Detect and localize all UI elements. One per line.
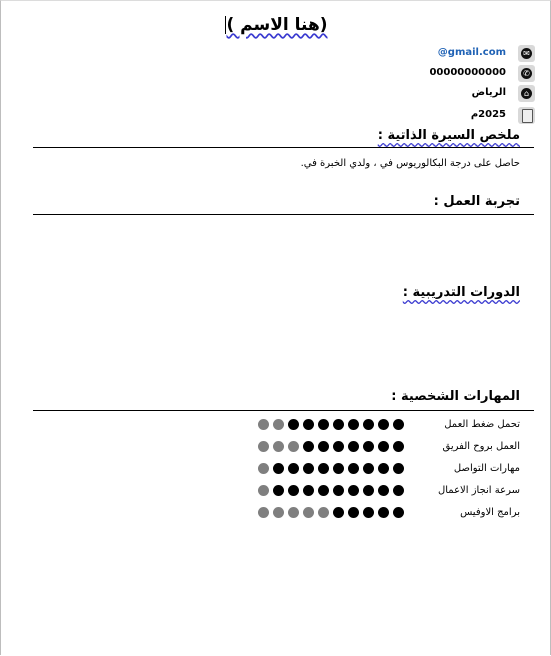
- rating-dot-empty: [288, 441, 299, 452]
- rating-dot-filled: [378, 419, 389, 430]
- skill-label: سرعة انجاز الاعمال: [437, 485, 520, 496]
- rating-dot-filled: [378, 507, 389, 518]
- rating-dot-filled: [348, 507, 359, 518]
- skills-divider: [33, 410, 534, 411]
- rating-dot-filled: [273, 463, 284, 474]
- rating-dot-filled: [393, 463, 404, 474]
- rating-dot-empty: [273, 441, 284, 452]
- skill-label: تحمل ضغط العمل: [444, 419, 520, 430]
- rating-dot-empty: [273, 507, 284, 518]
- rating-dot-filled: [378, 463, 389, 474]
- year-text: 2025م: [470, 109, 506, 120]
- name-text: (هنا الاسم ): [226, 15, 328, 35]
- rating-dot-empty: [258, 463, 269, 474]
- phone-icon: ✆: [518, 65, 535, 82]
- rating-dot-filled: [318, 463, 329, 474]
- rating-dot-filled: [288, 419, 299, 430]
- rating-dot-filled: [273, 485, 284, 496]
- rating-dot-empty: [258, 441, 269, 452]
- summary-divider: [33, 147, 534, 148]
- rating-dot-filled: [318, 441, 329, 452]
- rating-dot-filled: [393, 485, 404, 496]
- rating-dot-empty: [303, 507, 314, 518]
- work-divider: [33, 214, 534, 215]
- home-icon: ⌂: [518, 85, 535, 102]
- rating-dot-empty: [273, 419, 284, 430]
- rating-dot-filled: [363, 507, 374, 518]
- rating-dot-filled: [348, 419, 359, 430]
- work-heading: تجربة العمل :: [433, 194, 520, 209]
- rating-dot-filled: [348, 441, 359, 452]
- rating-dot-filled: [288, 463, 299, 474]
- rating-dot-filled: [348, 463, 359, 474]
- rating-dot-filled: [363, 419, 374, 430]
- skill-label: برامج الاوفيس: [460, 507, 520, 518]
- rating-dot-filled: [303, 463, 314, 474]
- skills-heading: المهارات الشخصية :: [391, 389, 520, 404]
- skill-rating: [258, 507, 404, 518]
- email-text: @gmail.com: [437, 47, 506, 58]
- rating-dot-filled: [333, 419, 344, 430]
- rating-dot-filled: [363, 441, 374, 452]
- rating-dot-empty: [318, 507, 329, 518]
- rating-dot-filled: [348, 485, 359, 496]
- courses-heading: الدورات التدريبية :: [402, 285, 520, 300]
- rating-dot-filled: [378, 485, 389, 496]
- city-text: الرياض: [471, 87, 506, 98]
- rating-dot-filled: [303, 419, 314, 430]
- skill-rating: [258, 441, 404, 452]
- summary-heading: ملخص السيرة الذاتية :: [377, 128, 520, 143]
- rating-dot-filled: [318, 485, 329, 496]
- rating-dot-filled: [333, 485, 344, 496]
- rating-dot-empty: [288, 507, 299, 518]
- rating-dot-filled: [333, 463, 344, 474]
- email-icon: ✉: [518, 45, 535, 62]
- rating-dot-filled: [363, 485, 374, 496]
- phone-text: 00000000000: [429, 67, 506, 78]
- clipboard-icon: [518, 107, 535, 124]
- skill-rating: [258, 463, 404, 474]
- rating-dot-filled: [303, 485, 314, 496]
- rating-dot-empty: [258, 419, 269, 430]
- rating-dot-filled: [393, 507, 404, 518]
- rating-dot-filled: [333, 507, 344, 518]
- rating-dot-filled: [303, 441, 314, 452]
- rating-dot-filled: [393, 419, 404, 430]
- skill-label: العمل بروح الفريق: [442, 441, 520, 452]
- summary-text: حاصل على درجة البكالوريوس في ، ولدي الخبرة في.: [300, 158, 520, 169]
- rating-dot-filled: [393, 441, 404, 452]
- skill-label: مهارات التواصل: [453, 463, 520, 474]
- rating-dot-filled: [363, 463, 374, 474]
- skill-rating: [258, 485, 404, 496]
- rating-dot-filled: [318, 419, 329, 430]
- rating-dot-empty: [258, 485, 269, 496]
- rating-dot-filled: [288, 485, 299, 496]
- skill-rating: [258, 419, 404, 430]
- rating-dot-empty: [258, 507, 269, 518]
- rating-dot-filled: [378, 441, 389, 452]
- name-title[interactable]: [1, 15, 550, 35]
- rating-dot-filled: [333, 441, 344, 452]
